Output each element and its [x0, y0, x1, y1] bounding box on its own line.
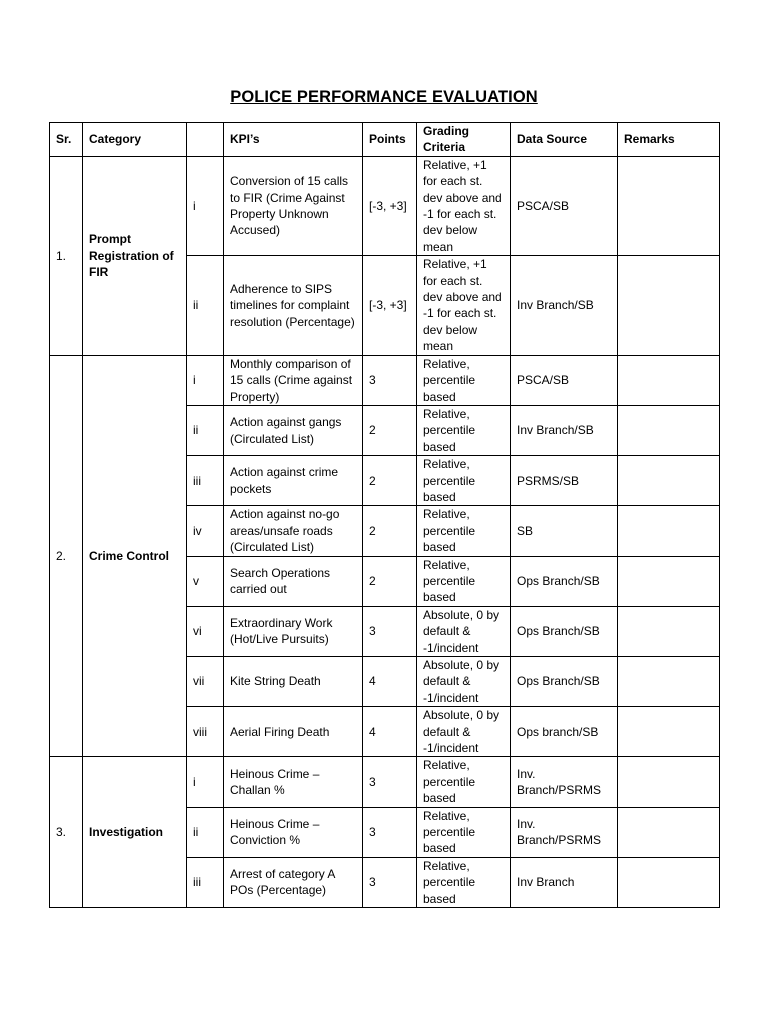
kpi-remarks: [618, 405, 720, 455]
table-row: [50, 757, 720, 807]
kpi-points: 2: [363, 405, 417, 455]
kpi-grading-criteria: Relative, percentile based: [417, 355, 511, 405]
header-grading: Grading Criteria: [417, 123, 511, 157]
kpi-data-source: Inv. Branch/PSRMS: [511, 757, 618, 807]
kpi-sub-index: vi: [187, 606, 224, 656]
kpi-points: 3: [363, 355, 417, 405]
kpi-sub-index: ii: [187, 405, 224, 455]
kpi-remarks: [618, 757, 720, 807]
kpi-name: Action against crime pockets: [224, 456, 363, 506]
kpi-data-source: Inv Branch/SB: [511, 405, 618, 455]
kpi-points: 4: [363, 707, 417, 757]
table-body: [50, 156, 720, 907]
kpi-name: Heinous Crime – Conviction %: [224, 807, 363, 857]
group-serial: 1.: [50, 156, 83, 355]
header-kpi: KPI’s: [224, 123, 363, 157]
kpi-remarks: [618, 506, 720, 556]
kpi-sub-index: i: [187, 757, 224, 807]
kpi-sub-index: ii: [187, 256, 224, 355]
kpi-sub-index: iii: [187, 857, 224, 907]
page-title: POLICE PERFORMANCE EVALUATION: [230, 88, 538, 106]
kpi-data-source: Ops Branch/SB: [511, 657, 618, 707]
kpi-sub-index: i: [187, 156, 224, 255]
kpi-points: 3: [363, 757, 417, 807]
kpi-table: [49, 122, 720, 908]
kpi-grading-criteria: Relative, percentile based: [417, 556, 511, 606]
kpi-name: Heinous Crime – Challan %: [224, 757, 363, 807]
kpi-points: 3: [363, 606, 417, 656]
kpi-grading-criteria: Relative, +1 for each st. dev above and -1 for each st. dev below mean: [417, 156, 511, 255]
kpi-data-source: Inv Branch: [511, 857, 618, 907]
kpi-data-source: PSRMS/SB: [511, 456, 618, 506]
kpi-sub-index: vii: [187, 657, 224, 707]
kpi-remarks: [618, 857, 720, 907]
kpi-remarks: [618, 355, 720, 405]
kpi-grading-criteria: Relative, percentile based: [417, 757, 511, 807]
header-remarks: Remarks: [618, 123, 720, 157]
group-serial: 3.: [50, 757, 83, 908]
kpi-name: Extraordinary Work (Hot/Live Pursuits): [224, 606, 363, 656]
kpi-points: 2: [363, 506, 417, 556]
kpi-points: [-3, +3]: [363, 256, 417, 355]
header-sr: Sr.: [50, 123, 83, 157]
kpi-sub-index: iv: [187, 506, 224, 556]
kpi-grading-criteria: Absolute, 0 by default & -1/incident: [417, 707, 511, 757]
kpi-data-source: SB: [511, 506, 618, 556]
kpi-data-source: Ops Branch/SB: [511, 556, 618, 606]
kpi-points: [-3, +3]: [363, 156, 417, 255]
kpi-name: Conversion of 15 calls to FIR (Crime Against Property Unknown Accused): [224, 156, 363, 255]
kpi-name: Monthly comparison of 15 calls (Crime against Property): [224, 355, 363, 405]
table-row: [50, 355, 720, 405]
kpi-remarks: [618, 657, 720, 707]
kpi-grading-criteria: Absolute, 0 by default & -1/incident: [417, 657, 511, 707]
kpi-data-source: Inv. Branch/PSRMS: [511, 807, 618, 857]
kpi-remarks: [618, 807, 720, 857]
header-category: Category: [83, 123, 187, 157]
kpi-points: 3: [363, 807, 417, 857]
table-header-row: [50, 123, 720, 157]
kpi-grading-criteria: Relative, percentile based: [417, 807, 511, 857]
kpi-grading-criteria: Absolute, 0 by default & -1/incident: [417, 606, 511, 656]
kpi-data-source: Ops branch/SB: [511, 707, 618, 757]
kpi-remarks: [618, 707, 720, 757]
kpi-points: 4: [363, 657, 417, 707]
kpi-data-source: PSCA/SB: [511, 355, 618, 405]
kpi-data-source: Ops Branch/SB: [511, 606, 618, 656]
kpi-sub-index: ii: [187, 807, 224, 857]
kpi-grading-criteria: Relative, percentile based: [417, 506, 511, 556]
kpi-remarks: [618, 156, 720, 255]
kpi-name: Adherence to SIPS timelines for complaint resolution (Percentage): [224, 256, 363, 355]
group-category: Prompt Registration of FIR: [83, 156, 187, 355]
kpi-data-source: Inv Branch/SB: [511, 256, 618, 355]
group-category: Crime Control: [83, 355, 187, 757]
kpi-name: Search Operations carried out: [224, 556, 363, 606]
kpi-points: 2: [363, 456, 417, 506]
kpi-remarks: [618, 606, 720, 656]
kpi-data-source: PSCA/SB: [511, 156, 618, 255]
kpi-points: 3: [363, 857, 417, 907]
kpi-remarks: [618, 456, 720, 506]
kpi-grading-criteria: Relative, +1 for each st. dev above and -1 for each st. dev below mean: [417, 256, 511, 355]
group-serial: 2.: [50, 355, 83, 757]
header-data-source: Data Source: [511, 123, 618, 157]
kpi-name: Aerial Firing Death: [224, 707, 363, 757]
kpi-sub-index: i: [187, 355, 224, 405]
table-row: [50, 156, 720, 255]
header-points: Points: [363, 123, 417, 157]
kpi-sub-index: iii: [187, 456, 224, 506]
kpi-name: Kite String Death: [224, 657, 363, 707]
kpi-grading-criteria: Relative, percentile based: [417, 857, 511, 907]
kpi-grading-criteria: Relative, percentile based: [417, 456, 511, 506]
kpi-name: Action against gangs (Circulated List): [224, 405, 363, 455]
kpi-name: Arrest of category A POs (Percentage): [224, 857, 363, 907]
kpi-grading-criteria: Relative, percentile based: [417, 405, 511, 455]
kpi-remarks: [618, 256, 720, 355]
kpi-points: 2: [363, 556, 417, 606]
kpi-name: Action against no-go areas/unsafe roads (Circulated List): [224, 506, 363, 556]
kpi-sub-index: viii: [187, 707, 224, 757]
group-category: Investigation: [83, 757, 187, 908]
kpi-remarks: [618, 556, 720, 606]
header-sub-index: [187, 123, 224, 157]
kpi-sub-index: v: [187, 556, 224, 606]
